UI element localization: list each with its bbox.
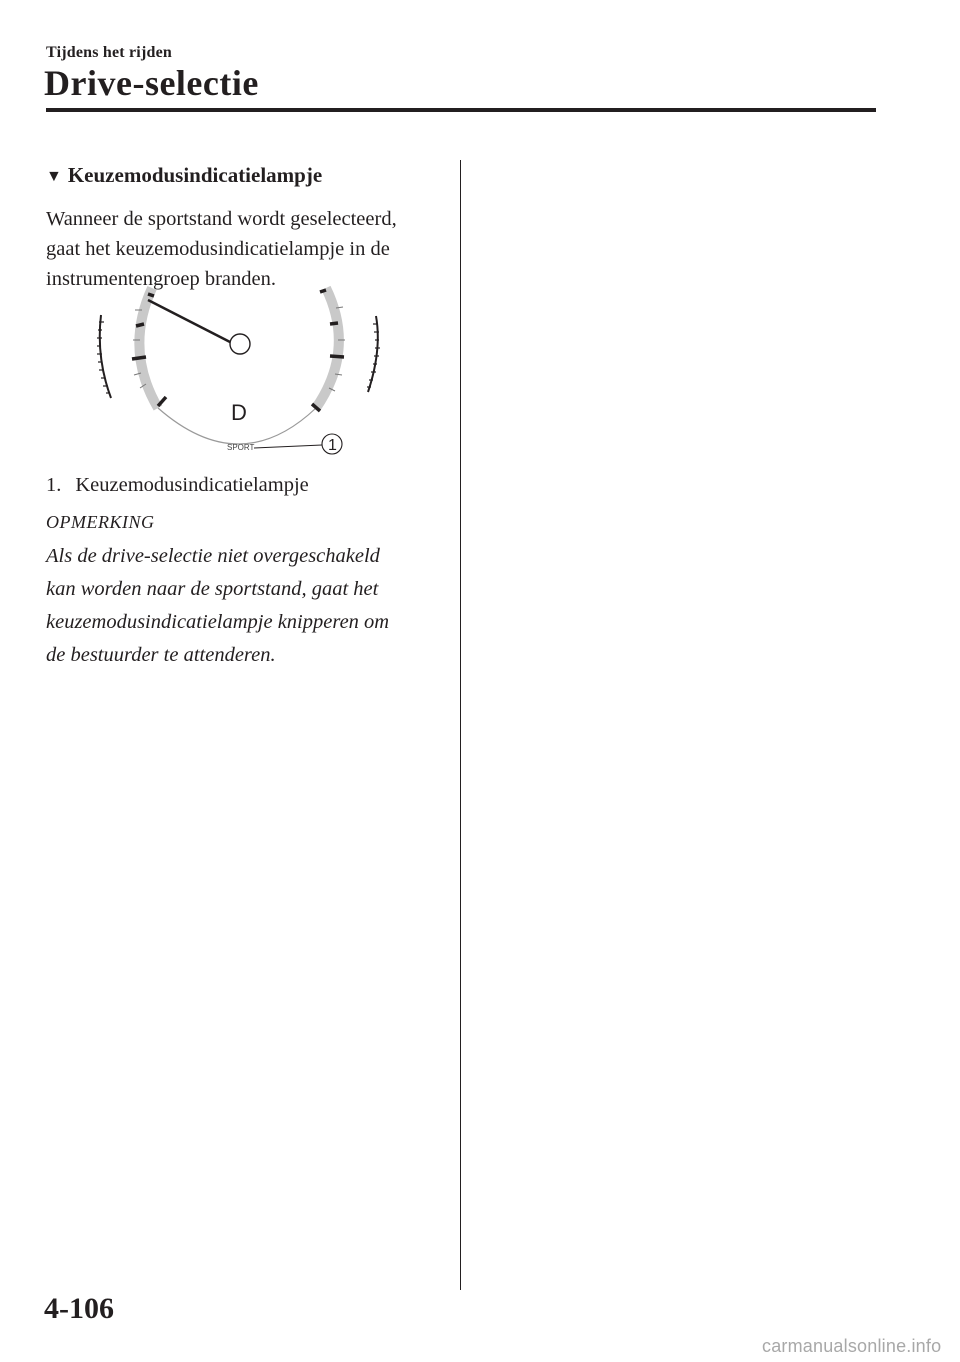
gauge-needle <box>148 300 230 342</box>
section-label: Tijdens het rijden <box>46 44 172 61</box>
figure-caption <box>46 474 309 497</box>
left-outer-scale <box>97 315 111 398</box>
note-line: Als de drive-selectie niet overgeschakeld <box>46 545 380 567</box>
gauge-left-band <box>139 288 158 408</box>
note-line: de bestuurder te attenderen. <box>46 644 276 666</box>
body-line: gaat het keuzemodusindicatielampje in de <box>46 238 390 260</box>
body-line: Wanneer de sportstand wordt geselecteerd, <box>46 208 397 230</box>
sport-mode-indicator: SPORT <box>227 443 255 452</box>
caption-text: Keuzemodusindicatielampje <box>75 474 309 496</box>
watermark: carmanualsonline.info <box>762 1336 942 1356</box>
subheading-text: Keuzemodusindicatielampje <box>67 163 323 187</box>
title-rule <box>46 108 876 112</box>
page-title: Drive-selectie <box>44 63 259 103</box>
subheading <box>46 163 322 188</box>
callout-leader-line <box>254 445 322 448</box>
triangle-down-icon: ▼ <box>46 168 62 185</box>
right-outer-scale <box>367 316 380 392</box>
note-paragraph <box>46 540 446 672</box>
column-divider <box>460 160 461 1290</box>
note-line: kan worden naar de sportstand, gaat het <box>46 578 379 600</box>
note-line: keuzemodusindicatielampje knipperen om <box>46 611 390 633</box>
callout-number: 1 <box>328 437 337 454</box>
page-number: 4-106 <box>44 1292 114 1325</box>
note-label: OPMERKING <box>46 512 155 532</box>
body-line: instrumentengroep branden. <box>46 268 276 290</box>
instrument-cluster-figure <box>80 280 400 460</box>
needle-hub <box>230 334 250 354</box>
gear-indicator: D <box>231 400 247 425</box>
gauge-right-band <box>316 288 339 408</box>
caption-number: 1. <box>46 474 62 496</box>
